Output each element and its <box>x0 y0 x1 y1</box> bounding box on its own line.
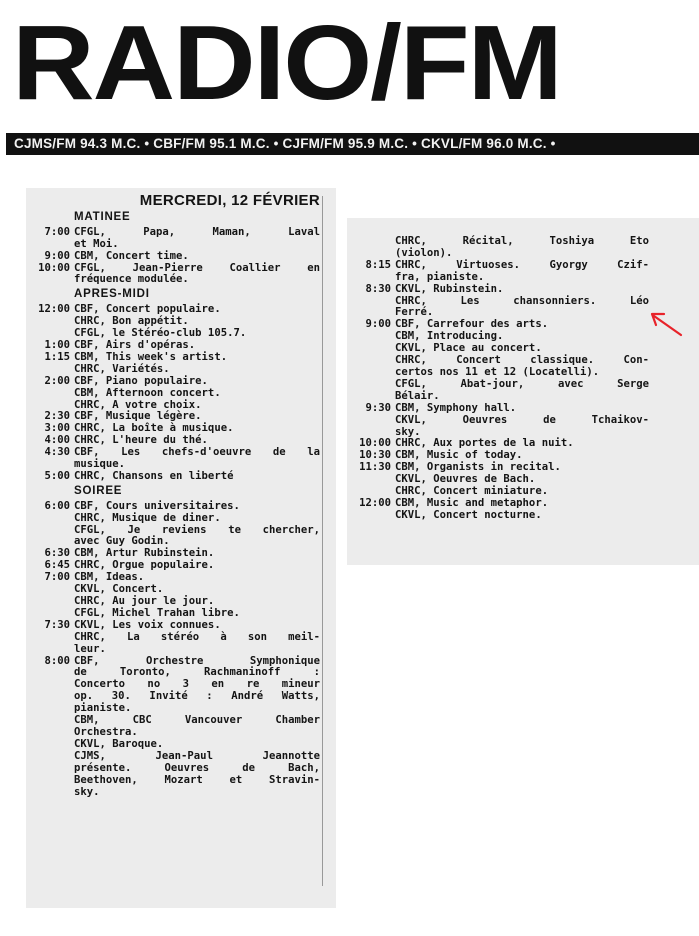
program-line: CHRC, Concert classique. Con- <box>395 354 649 367</box>
program-entry <box>38 739 320 751</box>
program-time: 8:30 <box>365 282 391 295</box>
program-line: Bélair. <box>395 389 440 402</box>
program-entry <box>38 751 320 799</box>
program-line: CFGL, Abat-jour, avec Serge <box>395 377 649 390</box>
program-line: leur. <box>74 642 106 655</box>
program-line: sky. <box>74 785 100 798</box>
program-line: CKVL, Oeuvres de Bach. <box>395 473 536 486</box>
program-text <box>74 620 320 632</box>
program-time: 3:00 <box>44 422 70 435</box>
program-time <box>359 474 395 486</box>
program-line: CFGL, Papa, Maman, Laval <box>74 225 320 238</box>
program-line: CBF, Piano populaire. <box>74 374 208 387</box>
program-entry <box>38 525 320 549</box>
program-text <box>74 352 320 364</box>
program-line: CBM, Introducing. <box>395 330 504 343</box>
program-entry <box>38 376 320 388</box>
program-text <box>395 510 649 522</box>
program-line: Orchestra. <box>74 725 138 738</box>
program-text <box>74 263 320 287</box>
program-line: CKVL, Rubinstein. <box>395 282 504 295</box>
program-text <box>74 751 320 799</box>
program-line: CFGL, Jean-Pierre Coallier en <box>74 261 320 274</box>
program-text <box>74 388 320 400</box>
program-time: 4:00 <box>44 434 70 447</box>
program-entry <box>38 715 320 739</box>
program-line: et Moi. <box>74 237 119 250</box>
program-time: 4:30 <box>44 446 70 459</box>
program-text <box>74 656 320 716</box>
program-time <box>38 513 74 525</box>
program-line: CHRC, Variétés. <box>74 362 170 375</box>
program-line: fra, pianiste. <box>395 270 485 283</box>
section-heading: SOIREE <box>74 484 123 497</box>
listings-column-left <box>26 188 336 908</box>
program-text <box>74 525 320 549</box>
program-line: fréquence modulée. <box>74 273 189 286</box>
program-line: CHRC, Concert miniature. <box>395 485 549 498</box>
program-time <box>38 632 74 656</box>
program-line: CBM, Afternoon concert. <box>74 386 221 399</box>
program-line: CHRC, Les chansonniers. Léo <box>395 294 649 307</box>
program-line: CHRC, Au jour le jour. <box>74 595 215 607</box>
program-time <box>359 510 395 522</box>
program-time: 7:00 <box>44 225 70 238</box>
program-line: Beethoven, Mozart et Stravin- <box>74 773 320 786</box>
program-line: (violon). <box>395 246 453 259</box>
program-entry <box>38 388 320 400</box>
program-line: CFGL, Je reviens te chercher, <box>74 523 320 536</box>
program-line: pianiste. <box>74 702 132 715</box>
program-line: CHRC, A votre choix. <box>74 398 202 411</box>
program-text <box>74 501 320 513</box>
program-line: op. 30. Invité : André Watts, <box>74 690 320 703</box>
station-frequency-band: CJMS/FM 94.3 M.C. • CBF/FM 95.1 M.C. • CJFM/FM 95.9 M.C. • CKVL/FM 96.0 M.C. • <box>6 133 699 155</box>
program-entry <box>38 227 320 251</box>
program-line: CHRC, La stéréo à son meil- <box>74 630 320 643</box>
program-text <box>395 403 649 415</box>
program-time: 7:30 <box>44 618 70 631</box>
program-time <box>359 355 395 379</box>
program-time <box>38 751 74 799</box>
program-time: 7:00 <box>44 571 70 584</box>
program-line: présente. Oeuvres de Bach, <box>74 761 320 774</box>
program-line: CKVL, Oeuvres de Tchaikov- <box>395 413 649 426</box>
section-heading: APRES-MIDI <box>74 288 150 301</box>
program-time <box>359 415 395 439</box>
program-time: 9:00 <box>44 249 70 262</box>
program-line: CFGL, Michel Trahan libre. <box>74 606 240 619</box>
program-line: CBF, Les chefs-d'oeuvre de la <box>74 446 320 459</box>
program-entry <box>38 364 320 376</box>
program-line: CKVL, Baroque. <box>74 737 164 750</box>
program-line: CKVL, Place au concert. <box>395 342 542 355</box>
program-time: 12:00 <box>359 496 391 509</box>
program-line: CBF, Airs d'opéras. <box>74 338 196 351</box>
program-time: 8:00 <box>44 654 70 667</box>
program-entry <box>38 352 320 364</box>
program-line: CBM, Concert time. <box>74 249 189 262</box>
program-line: CBM, Music of today. <box>395 449 523 462</box>
program-line: CJMS, Jean-Paul Jeannotte <box>74 749 320 762</box>
program-line: CHRC, Musique de diner. <box>74 511 221 524</box>
program-line: CHRC, Bon appétit. <box>74 315 189 328</box>
program-time <box>38 525 74 549</box>
program-text <box>74 632 320 656</box>
program-line: CHRC, Virtuoses. Gyorgy Czif- <box>395 258 649 271</box>
program-line: CBF, Orchestre Symphonique <box>74 654 320 667</box>
program-line: CKVL, Les voix connues. <box>74 618 221 631</box>
program-time: 9:30 <box>365 401 391 414</box>
masthead-title: RADIO/FM <box>12 4 561 122</box>
program-line: CHRC, Récital, Toshiya Eto <box>395 235 649 247</box>
program-line: CBF, Musique légère. <box>74 410 202 423</box>
program-time <box>38 316 74 328</box>
program-time <box>38 739 74 751</box>
program-time: 2:30 <box>44 410 70 423</box>
program-time: 12:00 <box>38 303 70 316</box>
program-entry <box>38 656 320 716</box>
program-entry <box>359 403 649 415</box>
program-time: 11:30 <box>359 461 391 474</box>
program-entry <box>359 510 649 522</box>
program-text <box>395 379 649 403</box>
program-line: certos nos 11 et 12 (Locatelli). <box>395 365 600 378</box>
program-line: CKVL, Concert. <box>74 583 164 596</box>
program-time: 10:00 <box>38 261 70 274</box>
program-text <box>74 447 320 471</box>
program-line: CHRC, Aux portes de la nuit. <box>395 437 574 450</box>
program-text <box>395 236 649 260</box>
program-entry <box>359 260 649 284</box>
program-line: CKVL, Concert nocturne. <box>395 508 542 521</box>
program-text <box>74 513 320 525</box>
program-time: 8:15 <box>365 258 391 271</box>
program-line: CBF, Carrefour des arts. <box>395 318 549 331</box>
program-time: 2:00 <box>44 374 70 387</box>
program-entry <box>359 379 649 403</box>
program-line: de Toronto, Rachmaninoff : <box>74 666 320 679</box>
program-text <box>74 471 320 483</box>
program-time <box>38 388 74 400</box>
red-arrow-icon <box>648 310 684 338</box>
program-entry <box>359 236 649 260</box>
program-text <box>395 415 649 439</box>
program-time: 1:00 <box>44 338 70 351</box>
program-time <box>359 343 395 355</box>
program-time: 5:00 <box>44 469 70 482</box>
program-time <box>359 236 395 260</box>
program-time: 6:45 <box>44 559 70 572</box>
program-text <box>395 260 649 284</box>
program-line: CBM, Music and metaphor. <box>395 496 549 509</box>
program-time <box>359 379 395 403</box>
program-entry <box>359 415 649 439</box>
program-line: CBF, Concert populaire. <box>74 303 221 316</box>
program-line: Ferré. <box>395 306 434 319</box>
program-line: avec Guy Godin. <box>74 535 170 548</box>
column-rule <box>322 196 323 886</box>
program-text <box>74 376 320 388</box>
program-line: CFGL, le Stéréo-club 105.7. <box>74 327 247 340</box>
program-time <box>359 296 395 320</box>
program-entry <box>38 471 320 483</box>
program-text <box>395 284 649 296</box>
program-text <box>395 355 649 379</box>
program-time <box>38 715 74 739</box>
program-time: 10:30 <box>359 449 391 462</box>
program-line: CBM, Organists in recital. <box>395 461 561 474</box>
program-line: CHRC, Chansons en liberté <box>74 469 234 482</box>
program-line: CHRC, La boîte à musique. <box>74 422 234 435</box>
program-time: 10:00 <box>359 437 391 450</box>
program-line: musique. <box>74 458 126 471</box>
program-line: CBM, Ideas. <box>74 571 145 584</box>
program-entry <box>38 620 320 632</box>
program-line: sky. <box>395 425 421 438</box>
program-line: CBM, Symphony hall. <box>395 401 517 414</box>
program-text <box>74 739 320 751</box>
program-time <box>38 584 74 596</box>
program-time: 9:00 <box>365 318 391 331</box>
program-time: 6:30 <box>44 547 70 560</box>
program-entry <box>38 447 320 471</box>
program-time <box>359 331 395 343</box>
program-line: CBF, Cours universitaires. <box>74 499 240 512</box>
program-time <box>38 596 74 608</box>
program-time <box>38 364 74 376</box>
program-line: Concerto no 3 en re mineur <box>74 678 320 691</box>
program-entry <box>38 263 320 287</box>
program-entry <box>38 501 320 513</box>
day-heading: MERCREDI, 12 FÉVRIER <box>139 192 320 209</box>
section-heading: MATINEE <box>74 210 131 223</box>
program-entry <box>38 513 320 525</box>
program-entry <box>38 251 320 263</box>
program-line: CBM, CBC Vancouver Chamber <box>74 714 320 727</box>
program-text <box>395 296 649 320</box>
program-line: CHRC, Orgue populaire. <box>74 559 215 572</box>
program-text <box>74 251 320 263</box>
listings-column-right <box>347 218 699 565</box>
program-text <box>74 364 320 376</box>
program-line: CBM, Artur Rubinstein. <box>74 547 215 560</box>
program-line: CHRC, L'heure du thé. <box>74 434 208 447</box>
program-time: 1:15 <box>44 350 70 363</box>
program-line: CBM, This week's artist. <box>74 350 228 363</box>
program-text <box>74 227 320 251</box>
program-entry <box>359 355 649 379</box>
program-time: 6:00 <box>44 499 70 512</box>
program-entry <box>38 632 320 656</box>
program-entry <box>359 284 649 296</box>
program-entry <box>359 296 649 320</box>
program-text <box>74 715 320 739</box>
